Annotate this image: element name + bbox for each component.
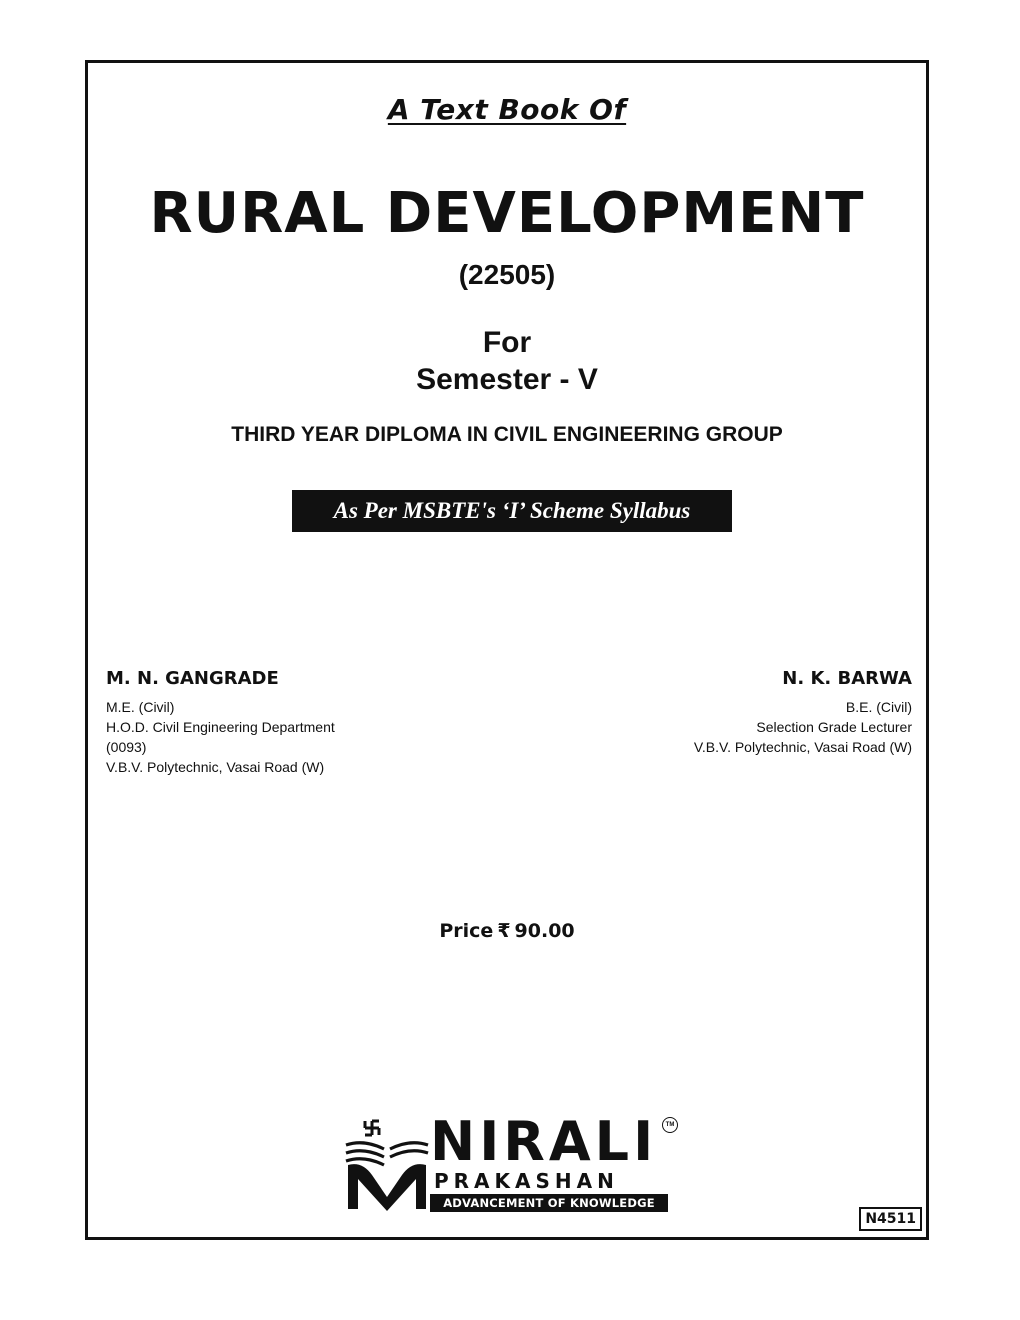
price-label: Price <box>439 920 494 942</box>
author-left <box>106 669 335 777</box>
price <box>88 920 926 942</box>
book-code: N4511 <box>859 1207 922 1231</box>
swastika-book-logo-icon <box>342 1113 432 1213</box>
publisher-tagline: ADVANCEMENT OF KNOWLEDGE <box>430 1194 668 1212</box>
author-qualification: M.E. (Civil) <box>106 699 175 715</box>
publisher-subname: PRAKASHAN <box>434 1169 619 1193</box>
book-kicker: A Text Book Of <box>387 93 627 126</box>
semester-label: Semester - V <box>416 363 598 396</box>
rupee-icon: ₹ <box>497 920 511 942</box>
author-position: Selection Grade Lecturer <box>756 719 912 735</box>
author-institute: V.B.V. Polytechnic, Vasai Road (W) <box>693 739 912 755</box>
cover-frame <box>85 60 929 1240</box>
price-amount: 90.00 <box>514 920 575 942</box>
author-position: H.O.D. Civil Engineering Department <box>106 719 335 735</box>
author-institute: V.B.V. Polytechnic, Vasai Road (W) <box>106 759 325 775</box>
syllabus-badge: As Per MSBTE's ‘I’ Scheme Syllabus <box>292 490 732 532</box>
for-label: For <box>482 326 532 359</box>
author-name: N. K. BARWA <box>782 668 912 689</box>
author-code: (0093) <box>106 739 147 755</box>
trademark-icon: TM <box>662 1117 678 1133</box>
course-code: (22505) <box>458 259 556 290</box>
book-title: RURAL DEVELOPMENT <box>149 181 865 246</box>
publisher-logo <box>342 1110 682 1213</box>
program-label: THIRD YEAR DIPLOMA IN CIVIL ENGINEERING GROUP <box>231 423 783 446</box>
publisher-name: NIRALI <box>430 1110 658 1173</box>
author-right <box>694 669 912 757</box>
author-name: M. N. GANGRADE <box>106 668 279 689</box>
author-qualification: B.E. (Civil) <box>845 699 912 715</box>
